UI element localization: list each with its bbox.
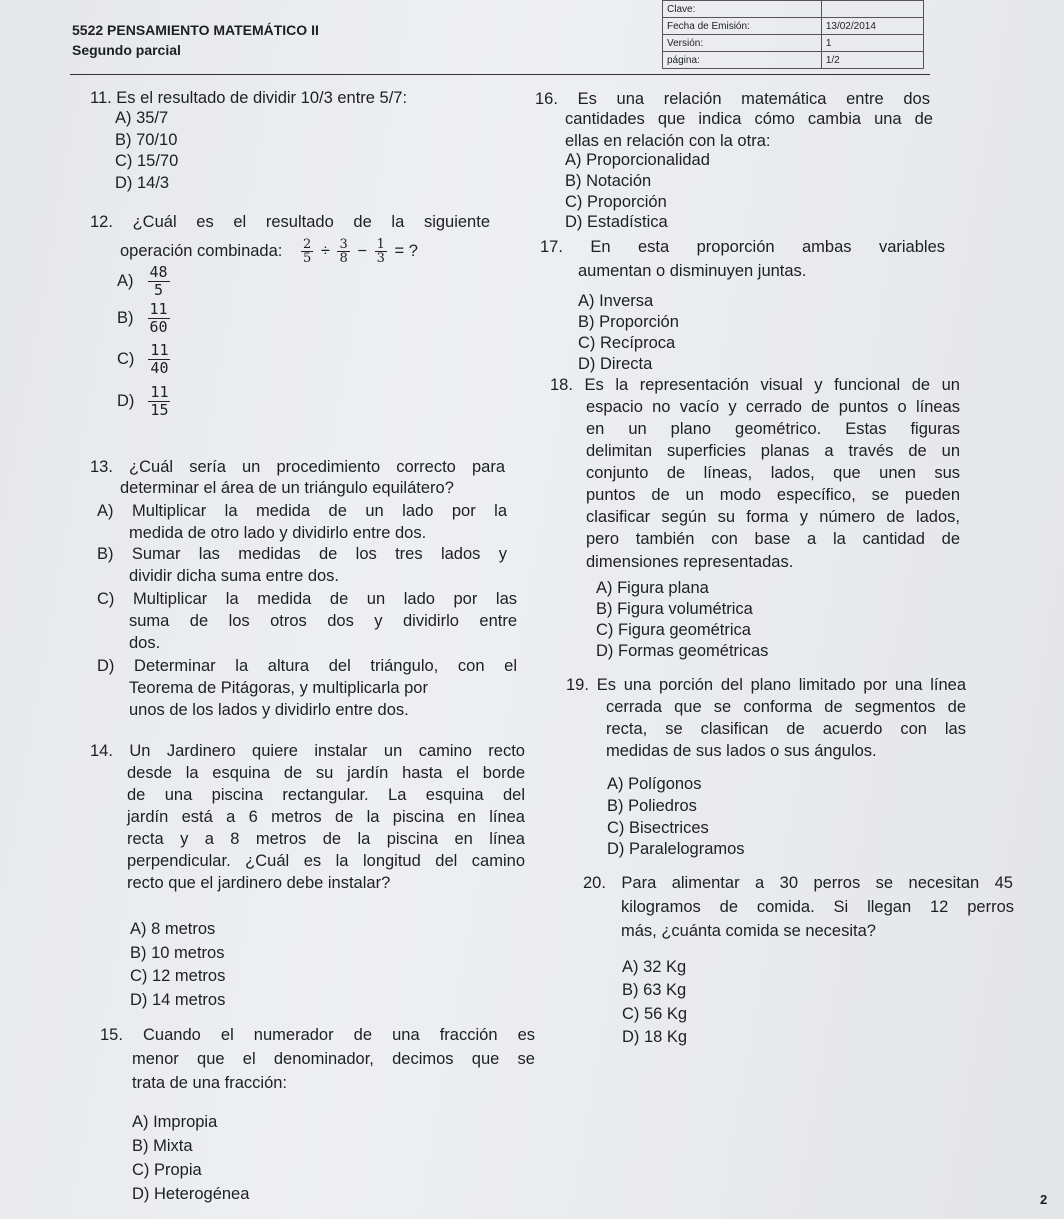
meta-label: página: — [663, 52, 822, 69]
numerator: 3 — [339, 237, 348, 252]
q18-stem-line: pero también con base a la cantidad de — [586, 530, 960, 548]
q13-option-d: D) Determinar la altura del triángulo, con el — [97, 657, 517, 675]
numerator: 11 — [149, 300, 168, 318]
fraction — [337, 238, 349, 265]
exam-title: Segundo parcial — [72, 42, 181, 58]
q11-option-c: C) 15/70 — [115, 152, 179, 170]
q14-option-d: D) 14 metros — [130, 991, 226, 1009]
q18-stem-line: espacio no vacío y cerrado de puntos o líneas — [586, 398, 960, 416]
meta-value: 13/02/2014 — [821, 18, 923, 35]
q14-stem-line: recto que el jardinero debe instalar? — [127, 874, 391, 892]
q14-stem-line: de una piscina rectangular. La esquina del — [127, 786, 525, 804]
document-meta-table — [662, 0, 924, 69]
q20-option-d: D) 18 Kg — [622, 1028, 688, 1046]
q12-stem-line — [120, 238, 418, 265]
q15-option-a: A) Impropia — [132, 1113, 218, 1131]
option-letter: C) — [117, 349, 135, 368]
q12-stem-line: 12. ¿Cuál es el resultado de la siguiente — [90, 213, 490, 231]
fraction — [148, 342, 170, 377]
operator: ÷ — [320, 241, 330, 260]
meta-label: Versión: — [663, 35, 822, 52]
q17-stem-line: 17. En esta proporción ambas variables — [540, 238, 945, 256]
q20-option-a: A) 32 Kg — [622, 958, 687, 976]
q19-stem-line: medidas de sus lados o sus ángulos. — [606, 742, 877, 760]
q13-option-c: C) Multiplicar la medida de un lado por las — [97, 590, 517, 608]
q18-stem-line: en un plano geométrico. Estas figuras — [586, 420, 960, 438]
q19-option-a: A) Polígonos — [607, 775, 702, 793]
q14-stem-line: jardín está a 6 metros de la piscina en línea — [127, 808, 525, 826]
denominator: 40 — [150, 359, 169, 377]
operator: − — [357, 241, 367, 260]
q18-option-d: D) Formas geométricas — [596, 642, 769, 660]
meta-label: Fecha de Emisión: — [663, 18, 822, 35]
q17-option-a: A) Inversa — [578, 292, 654, 310]
q11-option-b: B) 70/10 — [115, 131, 178, 149]
q16-option-a: A) Proporcionalidad — [565, 151, 710, 169]
q20-option-b: B) 63 Kg — [622, 981, 687, 999]
numerator: 48 — [149, 263, 168, 281]
q18-stem-line: conjunto de líneas, lados, que unen sus — [586, 464, 960, 482]
q18-option-a: A) Figura plana — [596, 579, 709, 597]
option-letter: D) — [117, 391, 135, 410]
q16-stem-line: cantidades que indica cómo cambia una de — [565, 110, 933, 128]
q14-stem-line: perpendicular. ¿Cuál es la longitud del camino — [127, 852, 525, 870]
q18-stem-line: clasificar según su forma y número de lados, — [586, 508, 960, 526]
q16-option-d: D) Estadística — [565, 213, 668, 231]
q17-option-c: C) Recíproca — [578, 334, 676, 352]
fraction — [148, 384, 170, 419]
page-number: 2 — [1040, 1192, 1048, 1207]
q13-stem-line: determinar el área de un triángulo equilátero? — [120, 479, 454, 497]
q14-stem-line: desde la esquina de su jardín hasta el borde — [127, 764, 525, 782]
q12-option-c — [117, 342, 170, 377]
denominator: 15 — [150, 401, 169, 419]
q17-stem-line: aumentan o disminuyen juntas. — [578, 262, 807, 280]
q18-stem-line: dimensiones representadas. — [586, 553, 794, 571]
q15-option-b: B) Mixta — [132, 1137, 193, 1155]
q14-stem-line: 14. Un Jardinero quiere instalar un camino recto — [90, 742, 525, 760]
q14-option-a: A) 8 metros — [130, 920, 216, 938]
fraction — [375, 238, 387, 265]
q19-stem-line: 19. Es una porción del plano limitado por una línea — [566, 676, 966, 694]
q20-stem-line: más, ¿cuánta comida se necesita? — [621, 922, 876, 940]
q12-option-b — [117, 301, 170, 336]
denominator: 3 — [376, 251, 385, 266]
denominator: 8 — [339, 251, 348, 266]
q14-stem-line: recta y a 8 metros de la piscina en línea — [127, 830, 525, 848]
meta-label: Clave: — [663, 1, 822, 18]
q20-stem-line: kilogramos de comida. Si llegan 12 perros — [621, 898, 1014, 916]
q19-option-d: D) Paralelogramos — [607, 840, 745, 858]
q12-option-d — [117, 384, 170, 419]
numerator: 1 — [376, 237, 385, 252]
denominator: 5 — [302, 251, 312, 266]
q20-option-c: C) 56 Kg — [622, 1005, 688, 1023]
denominator: 60 — [149, 318, 168, 336]
q15-option-d: D) Heterogénea — [132, 1185, 250, 1203]
q20-stem-line: 20. Para alimentar a 30 perros se necesitan 45 — [583, 874, 1013, 892]
q18-stem-line: delimitan superficies planas a través de un — [586, 442, 960, 460]
q13-option-b-cont: dividir dicha suma entre dos. — [129, 567, 340, 585]
denominator: 5 — [154, 281, 164, 299]
q12-option-a — [117, 264, 170, 299]
q18-option-c: C) Figura geométrica — [596, 621, 751, 639]
option-letter: B) — [117, 308, 134, 327]
q13-option-c-cont: dos. — [129, 634, 161, 652]
q13-option-a-cont: medida de otro lado y dividirlo entre dos. — [129, 524, 427, 542]
q13-option-a: A) Multiplicar la medida de un lado por la — [97, 502, 507, 520]
fraction — [301, 238, 313, 265]
course-title: 5522 PENSAMIENTO MATEMÁTICO II — [72, 22, 319, 38]
q19-stem-line: recta, se clasifican de acuerdo con las — [606, 720, 966, 738]
option-letter: A) — [117, 271, 134, 290]
meta-value: 1/2 — [821, 52, 923, 69]
q19-option-b: B) Poliedros — [607, 797, 697, 815]
q13-option-d-cont: unos de los lados y dividirlo entre dos. — [129, 701, 409, 719]
meta-value: 1 — [821, 35, 923, 52]
q19-option-c: C) Bisectrices — [607, 819, 709, 837]
q14-option-c: C) 12 metros — [130, 967, 226, 985]
q16-option-b: B) Notación — [565, 172, 652, 190]
q11-stem: 11. Es el resultado de dividir 10/3 entre 5/7: — [90, 89, 408, 107]
q17-option-d: D) Directa — [578, 355, 653, 373]
q18-stem-line: puntos de un modo específico, se pueden — [586, 486, 960, 504]
q15-stem-line: 15. Cuando el numerador de una fracción es — [100, 1026, 535, 1044]
q19-stem-line: cerrada que se conforma de segmentos de — [606, 698, 966, 716]
q16-option-c: C) Proporción — [565, 193, 667, 211]
expr-tail: = ? — [394, 241, 418, 260]
q15-stem-line: menor que el denominador, decimos que se — [132, 1050, 535, 1068]
q13-option-d-cont: Teorema de Pitágoras, y multiplicarla por — [129, 679, 428, 697]
numerator: 2 — [302, 237, 312, 252]
fraction — [148, 301, 170, 336]
q11-option-a: A) 35/7 — [115, 109, 169, 127]
numerator: 11 — [150, 341, 169, 359]
q13-stem-line: 13. ¿Cuál sería un procedimiento correcto para — [90, 458, 505, 476]
q15-stem-line: trata de una fracción: — [132, 1074, 288, 1092]
numerator: 11 — [150, 383, 169, 401]
meta-value — [821, 1, 923, 18]
q14-option-b: B) 10 metros — [130, 944, 225, 962]
q16-stem-line: 16. Es una relación matemática entre dos — [535, 90, 930, 108]
q17-option-b: B) Proporción — [578, 313, 679, 331]
fraction — [148, 264, 170, 299]
q12-label: operación combinada: — [120, 241, 283, 260]
q18-option-b: B) Figura volumétrica — [596, 600, 753, 618]
q15-option-c: C) Propia — [132, 1161, 202, 1179]
q13-option-b: B) Sumar las medidas de los tres lados y — [97, 545, 507, 563]
q18-stem-line: 18. Es la representación visual y funcional de un — [550, 376, 960, 394]
q16-stem-line: ellas en relación con la otra: — [565, 132, 771, 150]
q13-option-c-cont: suma de los otros dos y dividirlo entre — [129, 612, 517, 630]
header-divider — [70, 74, 930, 75]
q11-option-d: D) 14/3 — [115, 174, 170, 192]
